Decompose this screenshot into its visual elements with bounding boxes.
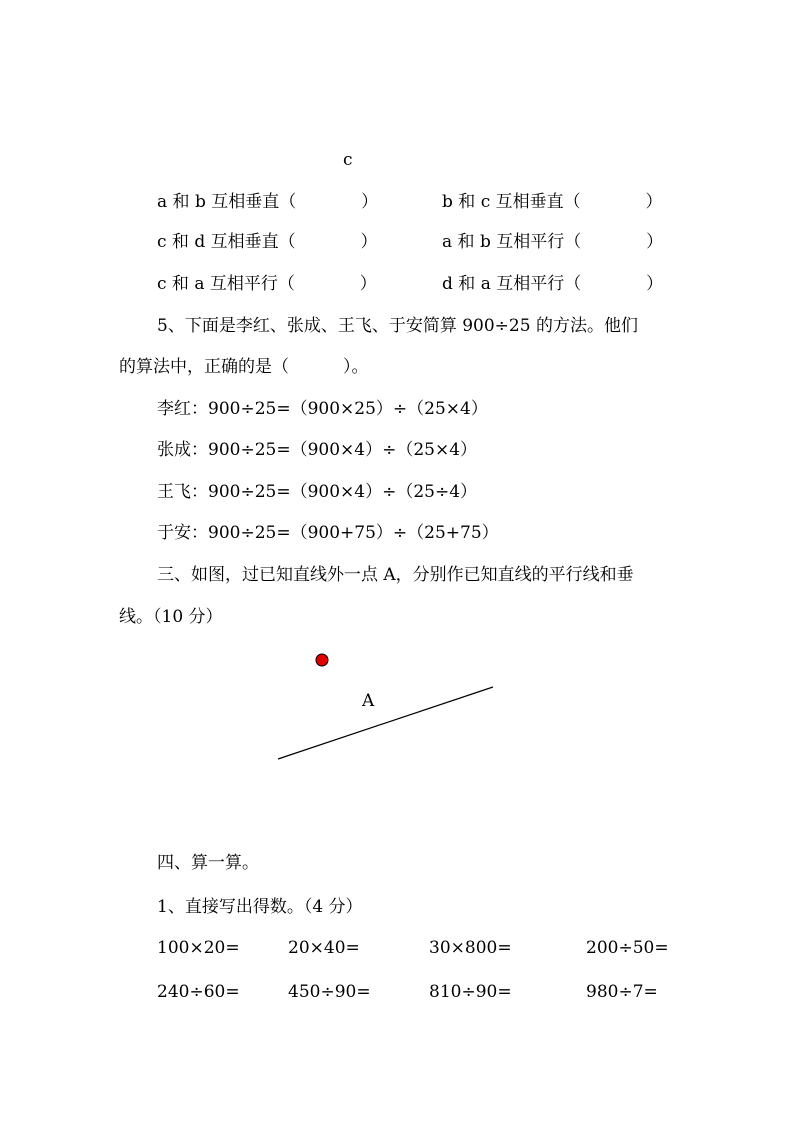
section-3-line1: 三、如图，过已知直线外一点 A，分别作已知直线的平行线和垂 — [157, 565, 634, 585]
relation-da-parallel: d 和 a 互相平行（ ） — [442, 274, 664, 294]
calc-item: 200÷50= — [586, 938, 669, 958]
section-4-title: 四、算一算。 — [157, 853, 259, 873]
relation-bc-perpendicular: b 和 c 互相垂直（ ） — [442, 192, 663, 212]
relation-ab-parallel: a 和 b 互相平行（ ） — [442, 232, 664, 252]
line-label-c: c — [343, 150, 353, 170]
method-wang-fei: 王飞：900÷25=（900×4）÷（25÷4） — [157, 482, 478, 502]
calc-item: 240÷60= — [157, 982, 240, 1002]
question-5-line2: 的算法中，正确的是（ ）。 — [119, 357, 369, 377]
calc-item: 810÷90= — [429, 982, 512, 1002]
section-3-line2: 线。（10 分） — [119, 607, 223, 627]
relation-cd-perpendicular: c 和 d 互相垂直（ ） — [157, 232, 378, 252]
calc-item: 100×20= — [157, 938, 240, 958]
relation-ca-parallel: c 和 a 互相平行（ ） — [157, 274, 377, 294]
point-a-label: A — [362, 691, 375, 711]
calc-item: 20×40= — [288, 938, 360, 958]
question-5-line1: 5、下面是李红、张成、王飞、于安简算 900÷25 的方法。他们 — [157, 316, 638, 336]
method-li-hong: 李红：900÷25=（900×25）÷（25×4） — [157, 399, 488, 419]
relation-ab-perpendicular: a 和 b 互相垂直（ ） — [157, 192, 379, 212]
calc-item: 450÷90= — [288, 982, 371, 1002]
method-yu-an: 于安：900÷25=（900+75）÷（25+75） — [157, 523, 499, 543]
given-straight-line — [278, 687, 493, 759]
question-1-title: 1、直接写出得数。（4 分） — [157, 897, 363, 917]
point-a-marker — [316, 654, 328, 666]
calc-item: 30×800= — [429, 938, 512, 958]
method-zhang-cheng: 张成：900÷25=（900×4）÷（25×4） — [157, 440, 478, 460]
calc-item: 980÷7= — [586, 982, 658, 1002]
